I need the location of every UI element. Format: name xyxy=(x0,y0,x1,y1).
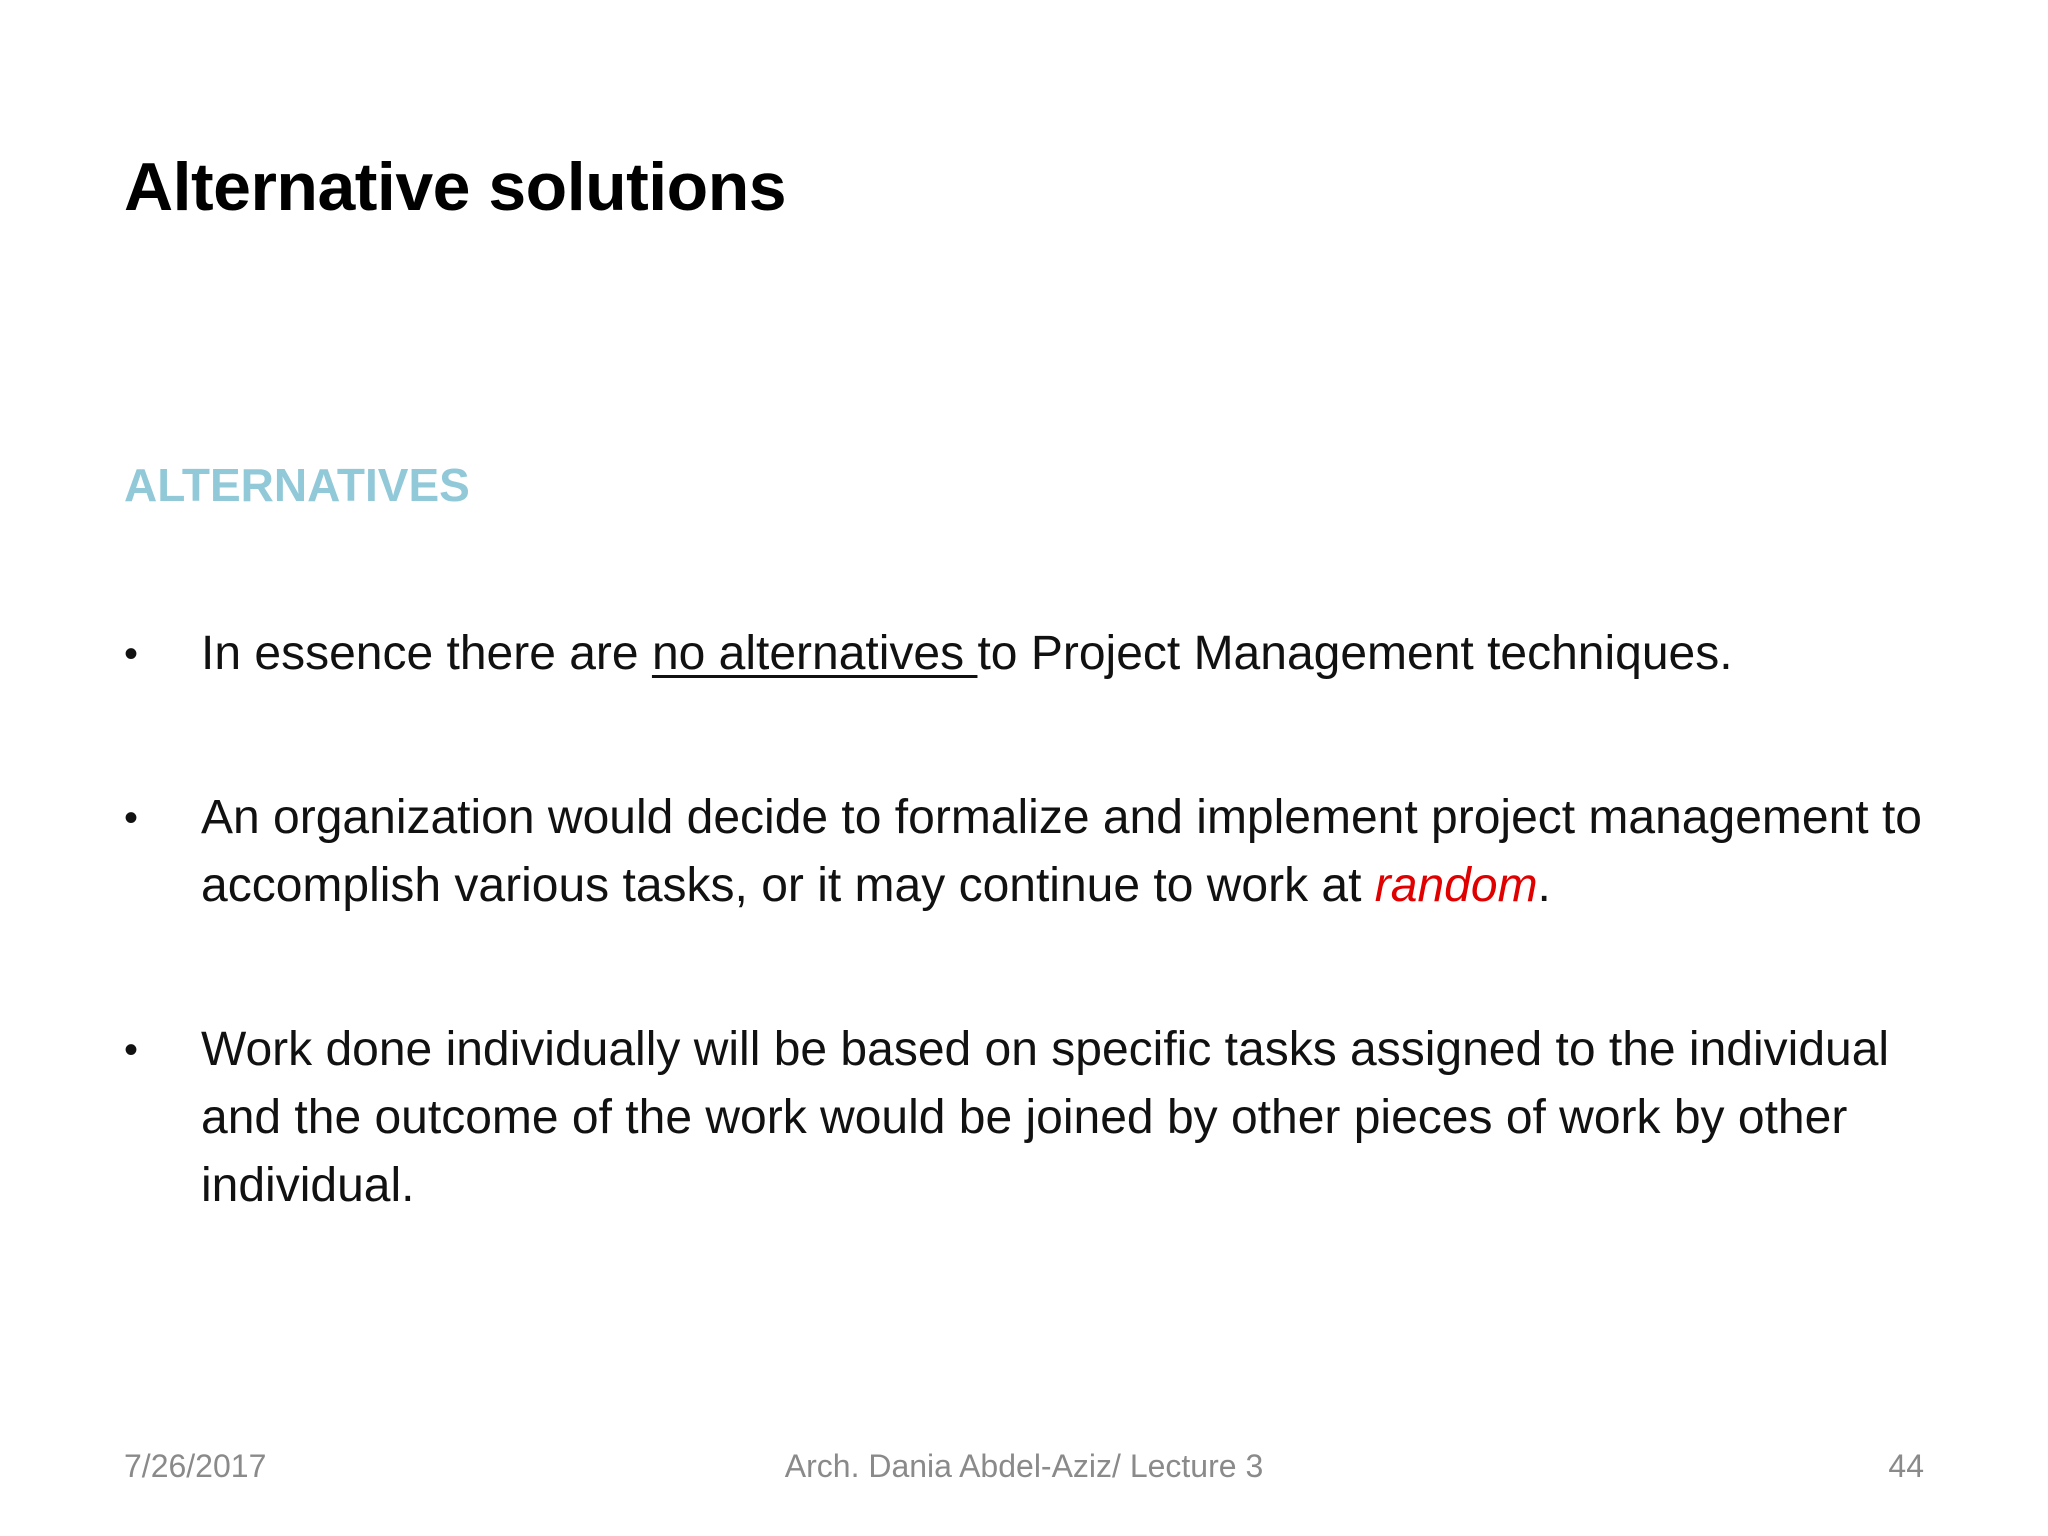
bullet-item xyxy=(124,620,1954,688)
underlined-phrase: no alternatives xyxy=(651,627,978,680)
slide-title: Alternative solutions xyxy=(124,149,787,225)
section-heading: ALTERNATIVES xyxy=(124,459,470,511)
footer-lecture-credit: Arch. Dania Abdel-Aziz/ Lecture 3 xyxy=(784,1448,1264,1484)
bullet-text-start: An organization would decide to formalize and implement project management to accomplish various tasks, or it may continue to work at xyxy=(201,791,1922,912)
bullet-list xyxy=(124,620,1954,1220)
bullet-text-end: to Project Management techniques. xyxy=(977,627,1733,680)
footer-date: 7/26/2017 xyxy=(124,1448,267,1484)
bullet-item xyxy=(124,784,1954,920)
bullet-item xyxy=(124,1016,1954,1220)
bullet-text-start: In essence there are xyxy=(201,627,652,680)
emphasis-word: random xyxy=(1374,859,1538,912)
bullet-text: Work done individually will be based on specific tasks assigned to the individual and the outcome of the work would be joined by other pieces of work by other individual. xyxy=(201,1023,1890,1212)
bullet-text-end: . xyxy=(1537,859,1551,912)
bullet-icon: • xyxy=(124,796,139,840)
bullet-icon: • xyxy=(124,632,139,676)
slide-number: 44 xyxy=(1888,1448,1924,1484)
bullet-icon: • xyxy=(124,1028,139,1072)
